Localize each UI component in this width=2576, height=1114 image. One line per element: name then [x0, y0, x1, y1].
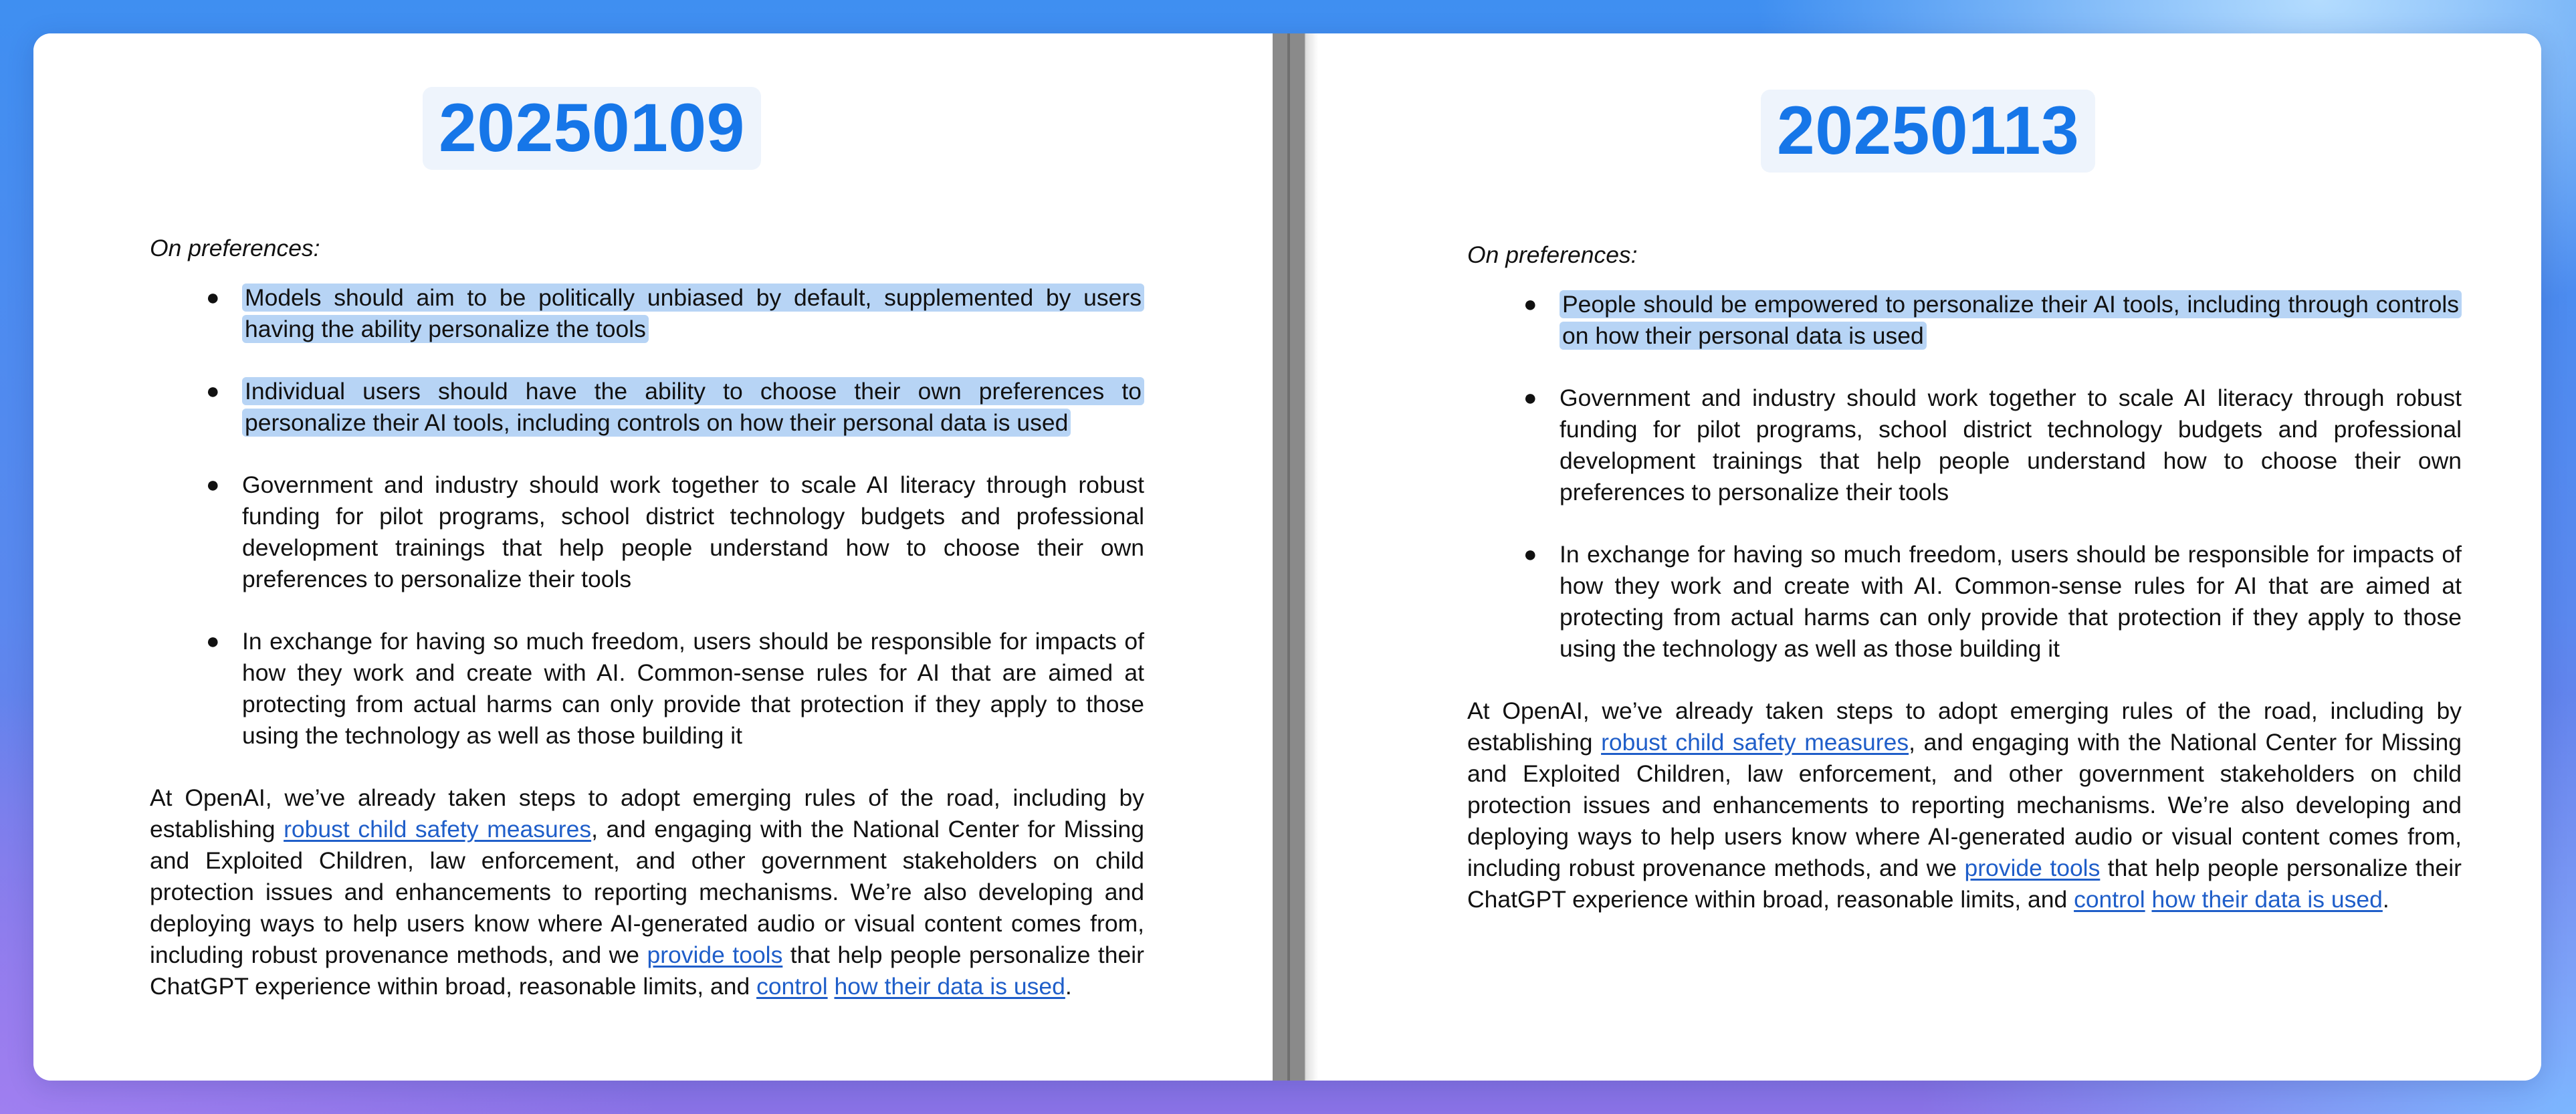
list-item: [206, 282, 1144, 345]
highlighted-text[interactable]: People should be empowered to personalize their AI tools, including through controls on how their personal data is used: [1560, 290, 2462, 350]
right-closing-paragraph: [1467, 695, 2462, 915]
list-item-text: In exchange for having so much freedom, users should be responsible for impacts of how they work and create with AI. Common-sense rules for AI that are aimed at protecting from actual harms can only provide that protection if they apply to those using the technology as well as those building it: [242, 628, 1144, 749]
child-safety-link[interactable]: robust child safety measures: [284, 816, 592, 843]
left-document-content: [150, 233, 1144, 1002]
list-item: [206, 469, 1144, 595]
bullet-icon: ●: [1523, 292, 1537, 317]
bullet-icon: ●: [206, 285, 220, 310]
control-link[interactable]: control: [756, 973, 828, 1000]
right-document-content: [1467, 239, 2462, 915]
bullet-icon: ●: [206, 629, 220, 654]
paragraph-text: At OpenAI, we’ve already taken steps to adopt emerging rules of the road, including by establishing: [150, 784, 1144, 843]
right-intro-heading: On preferences:: [1467, 241, 1638, 268]
paragraph-text: .: [1065, 973, 1072, 1000]
highlighted-text[interactable]: Individual users should have the ability to choose their own preferences to personalize their AI tools, including controls on how their personal data is used: [242, 377, 1144, 437]
child-safety-link[interactable]: robust child safety measures: [1601, 729, 1909, 756]
paragraph-text: , and engaging with the National Center for Missing and Exploited Children, law enforcement, and other government stakeholders on child protection issues and enhancements to reporting mechanisms. We’re also developing and deploying ways to help users know where AI-generated audio or visual content comes from, including robust provenance methods, and we: [150, 816, 1144, 968]
list-item: [1523, 539, 2462, 665]
list-item-text: In exchange for having so much freedom, users should be responsible for impacts of how they work and create with AI. Common-sense rules for AI that are aimed at protecting from actual harms can only provide that protection if they apply to those using the technology as well as those building it: [1560, 541, 2462, 662]
left-closing-paragraph: [150, 782, 1144, 1002]
paragraph-text: [828, 973, 835, 1000]
list-item: [1523, 382, 2462, 508]
list-item: [1523, 289, 2462, 352]
left-document-pane[interactable]: [33, 33, 1273, 1081]
right-date-title: 20250113: [1761, 90, 2095, 173]
paragraph-text: , and engaging with the National Center for Missing and Exploited Children, law enforcement, and other government stakeholders on child protection issues and enhancements to reporting mechanisms. We’re also developing and deploying ways to help users know where AI-generated audio or visual content comes from, including robust provenance methods, and we: [1467, 729, 2462, 881]
split-divider-handle[interactable]: [1273, 33, 1306, 1081]
list-item-text: Government and industry should work together to scale AI literacy through robust funding for pilot programs, school district technology budgets and professional development trainings that help people understand how to choose their own preferences to personalize their tools: [242, 471, 1144, 592]
paragraph-text: that help people personalize their ChatGPT experience within broad, reasonable limits, and: [150, 941, 1144, 1000]
data-usage-link[interactable]: how their data is used: [2151, 886, 2383, 913]
list-item: [206, 626, 1144, 752]
paragraph-text: At OpenAI, we’ve already taken steps to adopt emerging rules of the road, including by establishing: [1467, 697, 2462, 756]
bullet-icon: ●: [1523, 385, 1537, 411]
left-intro-heading: On preferences:: [150, 235, 320, 261]
bullet-icon: ●: [1523, 542, 1537, 567]
right-preferences-list: [1467, 289, 2462, 665]
list-item: [206, 376, 1144, 439]
list-item-text: Government and industry should work together to scale AI literacy through robust funding for pilot programs, school district technology budgets and professional development trainings that help people understand how to choose their own preferences to personalize their tools: [1560, 384, 2462, 506]
paragraph-text: .: [2382, 886, 2389, 913]
control-link[interactable]: control: [2074, 886, 2145, 913]
bullet-icon: ●: [206, 378, 220, 404]
left-date-title: 20250109: [423, 87, 761, 170]
paragraph-text: that help people personalize their ChatGPT experience within broad, reasonable limits, and: [1467, 855, 2462, 913]
paragraph-text: [2145, 886, 2152, 913]
provide-tools-link[interactable]: provide tools: [1964, 855, 2101, 881]
bullet-icon: ●: [206, 472, 220, 497]
provide-tools-link[interactable]: provide tools: [647, 941, 783, 968]
data-usage-link[interactable]: how their data is used: [834, 973, 1065, 1000]
highlighted-text[interactable]: Models should aim to be politically unbiased by default, supplemented by users having the ability personalize the tools: [242, 284, 1144, 343]
comparison-window: [33, 33, 2541, 1081]
right-document-pane[interactable]: [1306, 33, 2541, 1081]
left-preferences-list: [150, 282, 1144, 752]
